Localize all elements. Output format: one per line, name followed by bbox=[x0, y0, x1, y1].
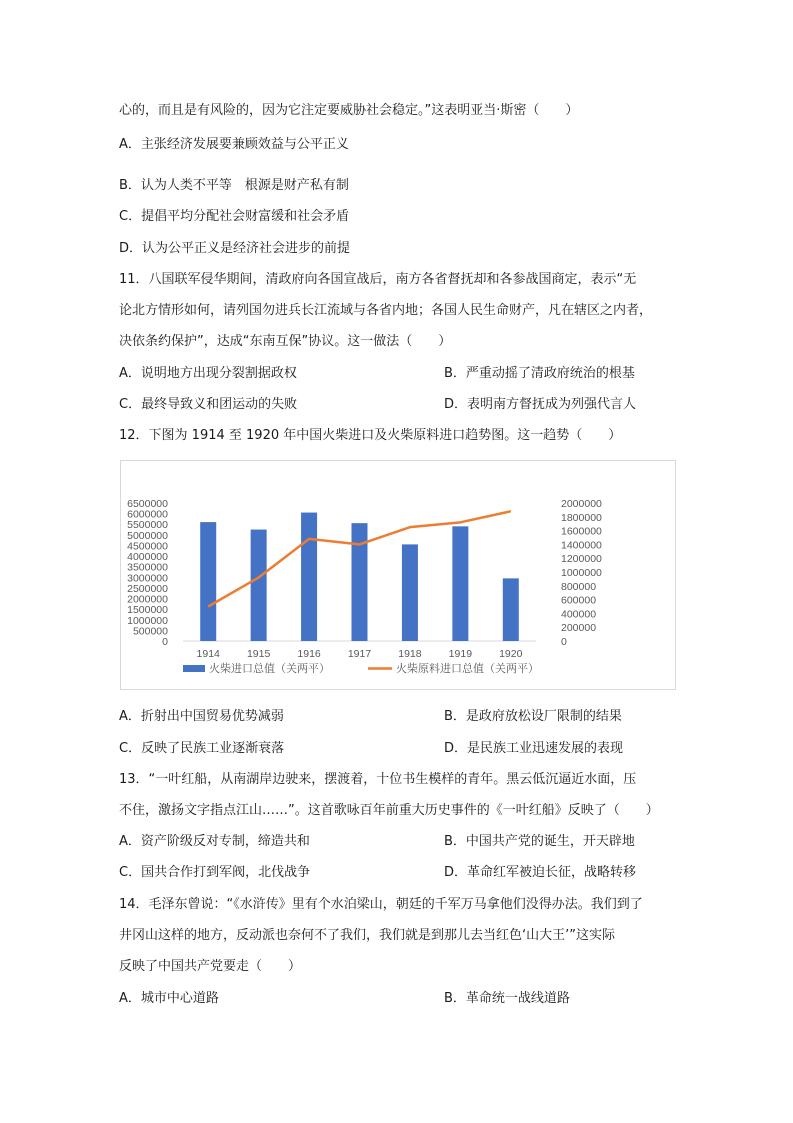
q10-option-a: A．主张经济发展要兼顾效益与公平正义 bbox=[119, 137, 349, 152]
q10-option-b: B．认为人类不平等 根源是财产私有制 bbox=[119, 178, 349, 193]
y-left-tick-label: 1000000 bbox=[127, 614, 168, 627]
legend-label-match-imports: 火柴进口总值（关两平） bbox=[209, 662, 330, 675]
q11-option-c: C．最终导致义和团运动的失败 bbox=[119, 397, 298, 412]
x-tick-label-1917: 1917 bbox=[347, 648, 372, 660]
q14-option-b: B．革命统一战线道路 bbox=[444, 991, 570, 1006]
y-right-tick-label: 400000 bbox=[561, 608, 597, 621]
legend-label-raw-material-imports: 火柴原料进口总值（关两平） bbox=[396, 662, 539, 675]
q10-option-d: D．认为公平正义是经济社会进步的前提 bbox=[119, 241, 351, 256]
bar-1917 bbox=[352, 523, 368, 641]
y-left-tick-label: 0 bbox=[162, 636, 168, 648]
q11-stem-line-2: 论北方情形如何，请列国勿进兵长江流域与各省内地；各国人民生命财产，凡在辖区之内者， bbox=[119, 303, 653, 318]
y-right-tick-label: 1800000 bbox=[561, 511, 602, 524]
q14-stem-line-1: 14．毛泽东曾说：“《水浒传》里有个水泊梁山，朝廷的千军万马拿他们没得办法。我们到了 bbox=[119, 897, 643, 912]
q11-option-d: D．表明南方督抚成为列强代言人 bbox=[444, 397, 637, 412]
y-right-tick-label: 2000000 bbox=[561, 498, 602, 510]
q10-stem-tail: 心的，而且是有风险的，因为它注定要威胁社会稳定。”这表明亚当·斯密（ ） bbox=[119, 103, 579, 118]
q13-option-b: B．中国共产党的诞生，开天辟地 bbox=[444, 834, 635, 849]
q14-option-a: A．城市中心道路 bbox=[119, 991, 219, 1006]
x-tick-label-1914: 1914 bbox=[196, 648, 220, 660]
y-right-tick-label: 0 bbox=[561, 636, 567, 648]
x-tick-label-1915: 1915 bbox=[246, 648, 271, 660]
q14-stem-line-3: 反映了中国共产党要走（ ） bbox=[119, 959, 302, 974]
chart-svg bbox=[121, 461, 675, 689]
y-left-tick-label: 6500000 bbox=[127, 498, 168, 510]
q12-option-d: D．是民族工业迅速发展的表现 bbox=[444, 741, 624, 756]
q14-stem-line-2: 井冈山这样的地方，反动派也奈何不了我们，我们就是到那儿去当红色‘山大王’”这实际 bbox=[119, 928, 616, 943]
match-import-chart bbox=[120, 460, 676, 690]
y-right-tick-label: 1600000 bbox=[561, 525, 602, 538]
y-left-tick-label: 5500000 bbox=[127, 519, 168, 532]
y-right-tick-label: 600000 bbox=[561, 594, 597, 607]
q11-option-a: A．说明地方出现分裂割据政权 bbox=[119, 366, 297, 381]
bar-1919 bbox=[452, 526, 468, 641]
q13-option-c: C．国共合作打到军阀，北伐战争 bbox=[119, 865, 311, 880]
y-right-tick-label: 1200000 bbox=[561, 553, 602, 566]
q12-option-b: B．是政府放松设厂限制的结果 bbox=[444, 709, 622, 724]
bar-1915 bbox=[251, 530, 267, 641]
y-right-tick-label: 200000 bbox=[561, 622, 597, 635]
q10-option-c: C．提倡平均分配社会财富缓和社会矛盾 bbox=[119, 209, 350, 224]
y-left-tick-label: 2000000 bbox=[127, 593, 168, 606]
y-left-tick-label: 1500000 bbox=[127, 604, 168, 617]
y-left-tick-label: 5000000 bbox=[127, 529, 168, 542]
y-left-tick-label: 3500000 bbox=[127, 561, 168, 574]
y-left-tick-label: 4500000 bbox=[127, 540, 168, 553]
y-left-tick-label: 3000000 bbox=[127, 572, 168, 585]
y-right-tick-label: 800000 bbox=[561, 580, 597, 593]
q12-option-a: A．折射出中国贸易优势减弱 bbox=[119, 709, 284, 724]
legend-swatch-bar bbox=[183, 665, 205, 672]
bar-1914 bbox=[200, 522, 216, 641]
x-tick-label-1919: 1919 bbox=[448, 648, 473, 660]
bar-1916 bbox=[301, 513, 317, 641]
q11-stem-line-3: 决依条约保护”，达成“东南互保”协议。这一做法（ ） bbox=[119, 334, 452, 349]
x-tick-label-1920: 1920 bbox=[499, 648, 523, 660]
q13-stem-line-2: 不住，激扬文字指点江山……”。这首歌咏百年前重大历史事件的《一叶红船》反映了（ ） bbox=[119, 803, 659, 818]
y-left-tick-label: 2500000 bbox=[127, 582, 168, 595]
bar-1920 bbox=[503, 578, 519, 641]
bar-1918 bbox=[402, 544, 418, 641]
q11-option-b: B．严重动摇了清政府统治的根基 bbox=[444, 366, 635, 381]
y-right-tick-label: 1000000 bbox=[561, 567, 602, 579]
q12-option-c: C．反映了民族工业逐渐衰落 bbox=[119, 741, 285, 756]
q12-stem: 12．下图为 1914 至 1920 年中国火柴进口及火柴原料进口趋势图。这一趋势（ ） bbox=[119, 428, 622, 443]
y-left-tick-label: 6000000 bbox=[127, 508, 168, 521]
x-tick-label-1916: 1916 bbox=[297, 648, 321, 660]
y-right-tick-label: 1400000 bbox=[561, 539, 602, 552]
q13-option-a: A．资产阶级反对专制，缔造共和 bbox=[119, 834, 310, 849]
q13-stem-line-1: 13．“一叶红船，从南湖岸边驶来，摆渡着，十位书生模样的青年。黑云低沉逼近水面，压 bbox=[119, 772, 637, 787]
y-left-tick-label: 500000 bbox=[132, 625, 168, 638]
q11-stem-line-1: 11．八国联军侵华期间，清政府向各国宣战后，南方各省督抚却和各参战国商定，表示“无 bbox=[119, 272, 637, 287]
x-tick-label-1918: 1918 bbox=[398, 648, 422, 660]
y-left-tick-label: 4000000 bbox=[127, 551, 168, 564]
q13-option-d: D．革命红军被迫长征，战略转移 bbox=[444, 865, 637, 880]
